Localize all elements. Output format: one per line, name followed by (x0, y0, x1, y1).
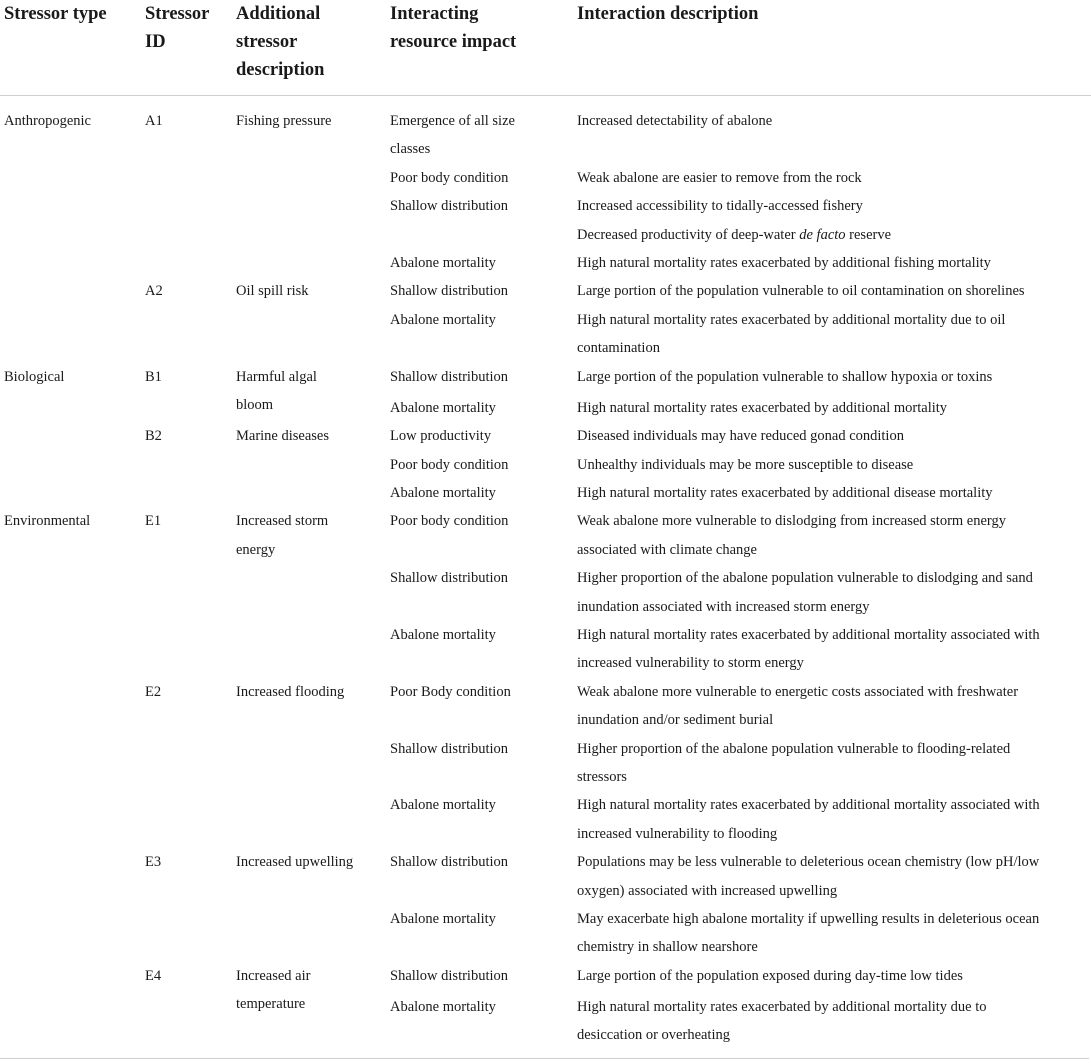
table-row (0, 221, 1091, 249)
cell-interaction-description: Increased detectability of abalone (577, 113, 773, 129)
cell-stressor-id: A2 (145, 283, 163, 300)
cell-resource-impact: Shallow distribution (390, 368, 509, 385)
cell-resource-impact: Shallow distribution (390, 854, 509, 871)
cell-stressor-id: E1 (145, 513, 162, 530)
cell-resource-impact: Shallow distribution (390, 283, 509, 300)
cell-resource-impact: Poor body condition (390, 169, 509, 186)
table-row (0, 791, 1091, 848)
cell-stressor-description: Marine diseases (236, 428, 330, 445)
cell-resource-impact: Abalone mortality (390, 626, 496, 643)
cell-interaction-description: Increased accessibility to tidally-accessed fishery (577, 198, 863, 215)
cell-resource-impact: Shallow distribution (390, 570, 509, 587)
table-row (0, 164, 1091, 192)
cell-stressor-description: Oil spill risk (236, 283, 309, 300)
table-row (0, 422, 1091, 450)
cell-interaction-description: Weak abalone are easier to remove from the rock (577, 169, 862, 186)
cell-interaction-description: High natural mortality rates exacerbated by additional mortality due to oil contamination (577, 311, 1006, 357)
cell-stressor-id: E3 (145, 854, 162, 871)
cell-resource-impact: Poor body condition (390, 456, 509, 473)
cell-stressor-description: Harmful algal bloom (236, 368, 317, 413)
cell-resource-impact: Low productivity (390, 428, 492, 445)
cell-stressor-type: Anthropogenic (4, 113, 91, 129)
table-body (0, 107, 1091, 1050)
cell-resource-impact: Abalone mortality (390, 797, 496, 814)
header-interaction-description: Interaction description (577, 4, 759, 24)
table-row (0, 678, 1091, 735)
cell-resource-impact: Shallow distribution (390, 740, 509, 757)
table-row (0, 621, 1091, 678)
cell-interaction-description: Populations may be less vulnerable to deleterious ocean chemistry (low pH/low oxygen) associated with increased upwelling (577, 854, 1040, 899)
cell-interaction-description: Diseased individuals may have reduced gonad condition (577, 428, 904, 445)
cell-resource-impact: Poor Body condition (390, 683, 511, 700)
table-row (0, 277, 1091, 305)
cell-interaction-description: Large portion of the population vulnerable to oil contamination on shorelines (577, 283, 1025, 300)
table-row (0, 564, 1091, 621)
cell-interaction-description: High natural mortality rates exacerbated by additional mortality (577, 399, 948, 416)
cell-interaction-description: High natural mortality rates exacerbated by additional mortality due to desiccation or overheating (577, 998, 987, 1044)
table-row (0, 479, 1091, 507)
cell-resource-impact: Poor body condition (390, 513, 509, 530)
cell-resource-impact: Abalone mortality (390, 998, 496, 1015)
italic-term: de facto (799, 226, 846, 243)
cell-stressor-id: E2 (145, 683, 162, 700)
table-header (0, 0, 1091, 96)
cell-resource-impact: Abalone mortality (390, 484, 496, 501)
cell-stressor-id: E4 (145, 967, 162, 984)
cell-stressor-description: Increased flooding (236, 683, 345, 700)
cell-interaction-description: Unhealthy individuals may be more susceptible to disease (577, 456, 914, 473)
cell-interaction-description: High natural mortality rates exacerbated by additional disease mortality (577, 484, 993, 501)
header-resource-impact: Interacting resource impact (390, 4, 517, 52)
table-row (0, 735, 1091, 792)
cell-interaction-description: High natural mortality rates exacerbated by additional mortality associated with increased vulnerability to storm energy (577, 626, 1040, 672)
cell-resource-impact: Shallow distribution (390, 967, 509, 984)
cell-interaction-description: Large portion of the population vulnerable to shallow hypoxia or toxins (577, 368, 993, 385)
cell-stressor-type: Environmental (4, 513, 91, 530)
cell-resource-impact: Emergence of all size classes (390, 113, 515, 158)
cell-stressor-id: B2 (145, 428, 162, 445)
cell-stressor-id: A1 (145, 113, 163, 129)
cell-interaction-description: High natural mortality rates exacerbated by additional fishing mortality (577, 254, 991, 271)
table-row (0, 394, 1091, 422)
cell-interaction-description: Higher proportion of the abalone population vulnerable to flooding-related stressors (577, 740, 1011, 785)
cell-stressor-description: Increased storm energy (236, 513, 329, 558)
table-row (0, 993, 1091, 1050)
cell-resource-impact: Abalone mortality (390, 910, 496, 927)
table-bottom-rule (0, 1058, 1089, 1059)
table-row (0, 905, 1091, 962)
cell-resource-impact: Abalone mortality (390, 399, 496, 416)
table-row (0, 306, 1091, 363)
cell-interaction-description: Weak abalone more vulnerable to energetic costs associated with freshwater inundation and/or sediment burial (577, 683, 1019, 729)
header-stressor-type: Stressor type (4, 4, 107, 24)
cell-resource-impact: Abalone mortality (390, 311, 496, 328)
cell-interaction-description: Weak abalone more vulnerable to dislodging from increased storm energy associated with climate change (577, 513, 1006, 558)
header-additional-description: Additional stressor description (236, 4, 325, 80)
cell-resource-impact: Abalone mortality (390, 254, 496, 271)
cell-stressor-description: Increased upwelling (236, 854, 354, 871)
cell-stressor-type: Biological (4, 368, 65, 385)
cell-interaction-description: May exacerbate high abalone mortality if upwelling results in deleterious ocean chemistry in shallow nearshore (577, 910, 1040, 956)
cell-interaction-description: Higher proportion of the abalone population vulnerable to dislodging and sand inundation associated with increased storm energy (577, 570, 1033, 615)
table-row (0, 848, 1091, 905)
cell-interaction-description: Decreased productivity of deep-water de facto reserve (577, 226, 892, 243)
table-row (0, 107, 1091, 164)
cell-interaction-description: High natural mortality rates exacerbated by additional mortality associated with increased vulnerability to flooding (577, 797, 1040, 842)
cell-stressor-description: Increased air temperature (236, 967, 311, 1013)
header-stressor-id: Stressor ID (145, 4, 210, 52)
table-row (0, 507, 1091, 564)
cell-stressor-id: B1 (145, 368, 162, 385)
cell-stressor-description: Fishing pressure (236, 113, 332, 129)
table-row (0, 192, 1091, 220)
table-row (0, 451, 1091, 479)
cell-interaction-description: Large portion of the population exposed during day-time low tides (577, 967, 963, 984)
cell-resource-impact: Shallow distribution (390, 198, 509, 215)
table-row (0, 249, 1091, 277)
